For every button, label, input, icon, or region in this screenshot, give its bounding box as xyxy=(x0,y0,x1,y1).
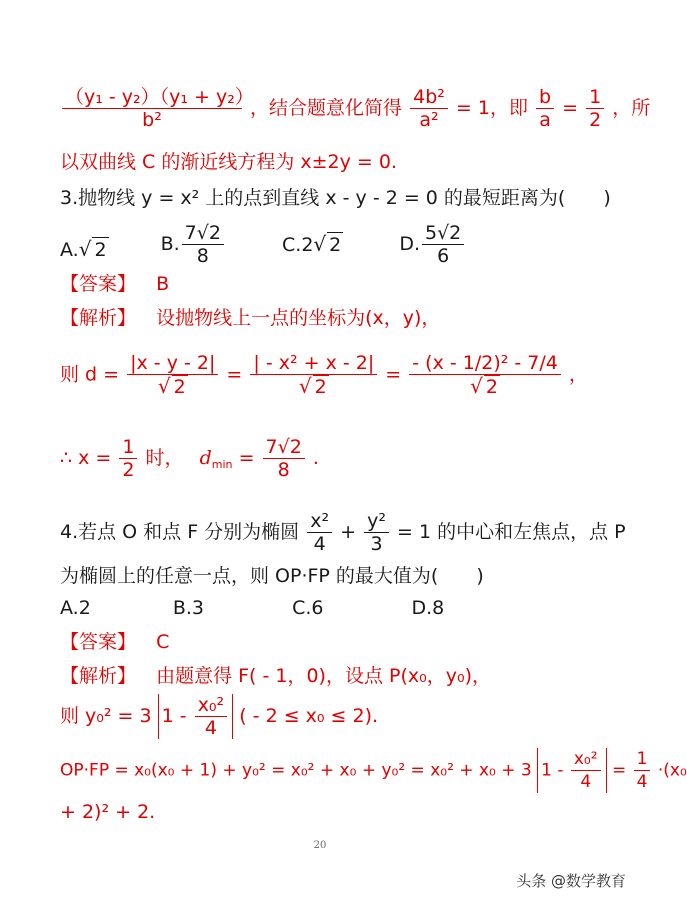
sqrt-icon: √ xyxy=(470,374,483,398)
fraction-denominator xyxy=(127,375,218,398)
fraction-denominator: 4 xyxy=(204,717,217,739)
fraction xyxy=(410,86,448,131)
fraction-numerator: （y₁ - y₂）（y₁ + y₂） xyxy=(62,86,242,109)
option-b: B.3 xyxy=(172,597,205,619)
question-3-stem: 3.抛物线 y = x² 上的点到直线 x - y - 2 = 0 的最短距离为( ) xyxy=(60,187,611,209)
question-4-y0-relation xyxy=(60,694,378,739)
page-number: 20 xyxy=(313,840,327,851)
fraction xyxy=(62,86,254,131)
option-label: A. xyxy=(60,239,79,261)
fraction-denominator: 4 xyxy=(636,772,648,792)
prev-solution-line-1 xyxy=(60,86,650,131)
fraction-numerator: | - x² + x - 2| xyxy=(250,352,377,375)
sqrt-icon: √ xyxy=(157,374,171,398)
text: 则 y₀² = 3 xyxy=(60,705,152,727)
fraction xyxy=(195,694,227,739)
question-4-analysis xyxy=(60,664,491,688)
paren-group xyxy=(158,694,234,739)
subscript: min xyxy=(211,458,233,471)
text: ，结合题意化简得 xyxy=(250,97,403,119)
text: = xyxy=(611,760,627,781)
fraction-denominator: 2 xyxy=(589,109,602,131)
fraction xyxy=(634,748,651,793)
sqrt-icon: √ xyxy=(78,237,92,261)
option-a xyxy=(60,237,109,262)
text: OP·FP = x₀(x₀ + 1) + y₀² = x₀² + x₀ + y₀² = x₀² + x₀ + 3 xyxy=(60,760,532,781)
fraction-numerator: y² xyxy=(364,510,389,533)
question-4-dot-product-cont: + 2)² + 2. xyxy=(60,801,156,823)
analysis-tag: 【解析】 xyxy=(60,665,137,687)
fraction-numerator: 7√2 xyxy=(263,436,305,459)
fraction xyxy=(250,352,377,398)
fraction-denominator: 8 xyxy=(196,245,209,267)
question-4-stem-line-2: 为椭圆上的任意一点，则 OP·FP 的最大值为( ) xyxy=(60,565,484,587)
answer-value: C xyxy=(156,631,170,653)
text: = xyxy=(385,363,402,386)
fraction xyxy=(409,352,561,398)
fraction-denominator: 4 xyxy=(313,533,326,555)
fraction xyxy=(182,222,224,267)
fraction-denominator: b² xyxy=(142,109,162,131)
text: = 1，即 xyxy=(455,97,528,119)
option-d xyxy=(399,222,466,267)
fraction xyxy=(586,86,604,131)
fraction xyxy=(307,510,332,555)
text: = xyxy=(238,447,255,469)
fraction-numerator: 4b² xyxy=(410,86,448,109)
fraction-denominator: a xyxy=(539,109,551,131)
option-b xyxy=(161,222,226,267)
text: ，所 xyxy=(612,97,651,119)
fraction xyxy=(536,86,554,131)
fraction xyxy=(422,222,464,267)
text: = xyxy=(562,97,579,119)
option-a: A.2 xyxy=(60,597,91,619)
paren-group xyxy=(537,748,606,793)
text: 时， xyxy=(145,447,184,469)
option-label: D. xyxy=(399,233,420,255)
sqrt-icon: √ xyxy=(313,232,327,256)
option-c: C.6 xyxy=(292,597,324,619)
question-3-analysis xyxy=(60,306,440,330)
text: ， xyxy=(568,363,588,386)
fraction-numerator: 1 xyxy=(586,86,604,109)
fraction-numerator: x₀² xyxy=(571,748,601,771)
fraction xyxy=(263,436,305,481)
question-3-distance-formula xyxy=(60,352,588,398)
text: 4.若点 O 和点 F 分别为椭圆 xyxy=(60,521,300,543)
text: ·(x₀ xyxy=(657,760,687,781)
fraction-denominator: 3 xyxy=(370,533,383,555)
answer-value: B xyxy=(156,273,170,295)
fraction-denominator: 8 xyxy=(277,459,290,481)
answer-tag: 【答案】 xyxy=(60,631,137,653)
question-4-options xyxy=(60,596,444,620)
analysis-text: 由题意得 F( - 1，0)，设点 P(x₀，y₀)， xyxy=(156,665,492,687)
radicand: 2 xyxy=(173,376,186,398)
fraction-numerator: x₀² xyxy=(195,694,227,717)
fraction-denominator xyxy=(409,375,561,398)
prev-solution-line-2: 以双曲线 C 的渐近线方程为 x±2y = 0. xyxy=(60,151,398,173)
text: 1 - xyxy=(541,760,564,781)
question-4-answer xyxy=(60,630,169,654)
fraction xyxy=(571,748,601,793)
option-d: D.8 xyxy=(411,597,445,619)
option-label: B. xyxy=(160,233,180,255)
text: = xyxy=(226,363,243,386)
question-3-options xyxy=(60,222,466,267)
radicand: 2 xyxy=(94,239,107,261)
question-4-stem-line-1 xyxy=(60,510,626,555)
watermark: 头条 @数学教育 xyxy=(516,872,626,890)
option-c xyxy=(282,232,343,257)
radicand: 2 xyxy=(314,376,327,398)
option-label: C.2 xyxy=(282,234,314,256)
fraction-denominator: 2 xyxy=(122,459,135,481)
fraction-denominator xyxy=(250,375,377,398)
fraction-denominator: a² xyxy=(419,109,439,131)
analysis-tag: 【解析】 xyxy=(60,307,137,329)
fraction xyxy=(119,436,137,481)
text: ( - 2 ≤ x₀ ≤ 2). xyxy=(239,705,379,727)
fraction-numerator: x² xyxy=(307,510,332,533)
radicand: 2 xyxy=(329,234,342,256)
text: d xyxy=(199,447,212,469)
text: . xyxy=(312,447,319,469)
fraction-numerator: - (x - 1/2)² - 7/4 xyxy=(409,352,561,375)
text: 则 d = xyxy=(60,363,120,386)
question-3-answer xyxy=(60,272,169,296)
sqrt-icon: √ xyxy=(298,374,312,398)
question-4-dot-product xyxy=(60,748,687,793)
fraction-numerator: 7√2 xyxy=(182,222,224,245)
text: = 1 的中心和左焦点，点 P xyxy=(397,521,626,543)
fraction-numerator: 1 xyxy=(634,748,651,771)
fraction-denominator: 4 xyxy=(580,772,592,792)
fraction-numerator: b xyxy=(536,86,554,109)
answer-tag: 【答案】 xyxy=(60,273,137,295)
text: 1 - xyxy=(161,705,187,727)
question-3-minimum xyxy=(60,436,319,481)
text: ∴ x = xyxy=(60,447,112,469)
fraction-denominator: 6 xyxy=(437,245,450,267)
fraction xyxy=(364,510,389,555)
analysis-text: 设抛物线上一点的坐标为(x，y)， xyxy=(156,307,441,329)
fraction-numerator: 1 xyxy=(119,436,137,459)
radicand: 2 xyxy=(485,376,498,398)
fraction xyxy=(127,352,218,398)
fraction-numerator: 5√2 xyxy=(422,222,464,245)
text: + xyxy=(340,521,357,543)
fraction-numerator: |x - y - 2| xyxy=(127,352,218,375)
